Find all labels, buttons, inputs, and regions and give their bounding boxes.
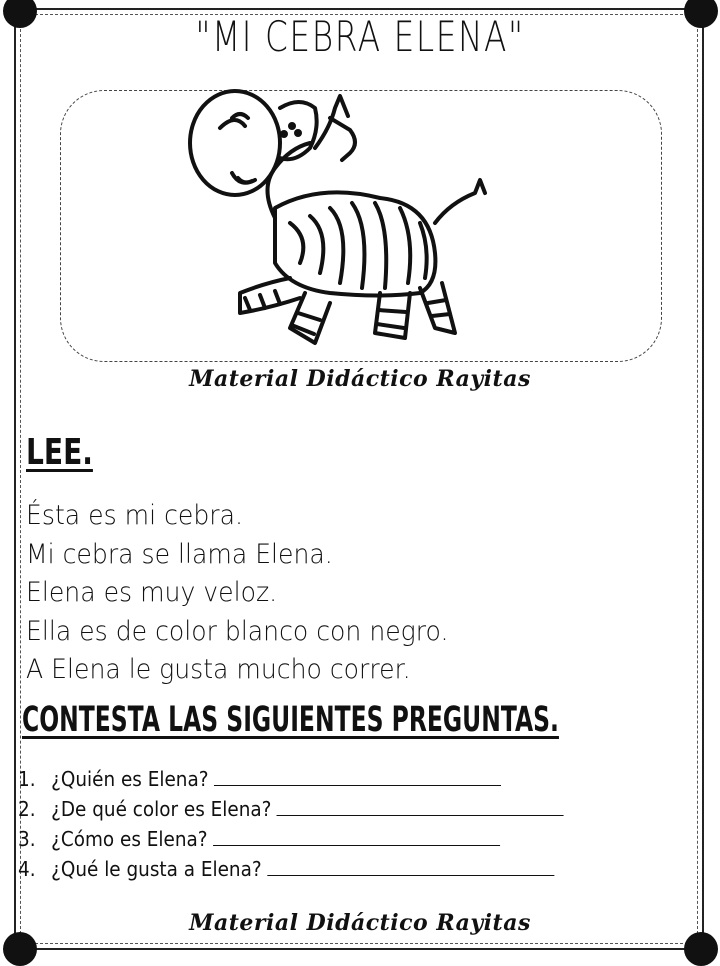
question-item — [18, 794, 564, 824]
question-number: 1. — [18, 767, 36, 791]
corner-dot-top-right — [684, 0, 718, 28]
reading-line: Ésta es mi cebra. — [26, 500, 243, 531]
answer-line[interactable] — [214, 767, 501, 786]
corner-dot-bottom-left — [3, 932, 37, 966]
question-item — [18, 854, 564, 884]
answer-line[interactable] — [267, 857, 554, 876]
question-item — [18, 824, 564, 854]
reading-heading: LEE. — [26, 432, 93, 473]
reading-passage — [26, 497, 448, 690]
question-item — [18, 764, 564, 794]
corner-dot-bottom-right — [684, 932, 718, 966]
reading-line: A Elena le gusta mucho correr. — [26, 654, 411, 685]
reading-line: Ella es de color blanco con negro. — [26, 615, 449, 647]
question-text: ¿Quién es Elena? — [51, 767, 209, 791]
zebra-illustration — [180, 88, 500, 368]
page-title: "MI CEBRA ELENA" — [195, 12, 525, 61]
question-text: ¿Qué le gusta a Elena? — [51, 857, 262, 881]
question-list — [18, 764, 564, 884]
question-number: 3. — [18, 827, 36, 851]
question-number: 4. — [18, 857, 36, 881]
reading-line: Mi cebra se llama Elena. — [26, 538, 333, 570]
brand-caption-top: Material Didáctico Rayitas — [189, 366, 531, 392]
question-text: ¿De qué color es Elena? — [51, 797, 272, 821]
question-text: ¿Cómo es Elena? — [51, 827, 208, 851]
brand-caption-bottom: Material Didáctico Rayitas — [189, 910, 531, 936]
question-number: 2. — [18, 797, 36, 821]
questions-heading: CONTESTA LAS SIGUIENTES PREGUNTAS. — [22, 700, 559, 740]
reading-line: Elena es muy veloz. — [26, 577, 278, 608]
answer-line[interactable] — [213, 827, 500, 846]
answer-line[interactable] — [277, 797, 564, 816]
